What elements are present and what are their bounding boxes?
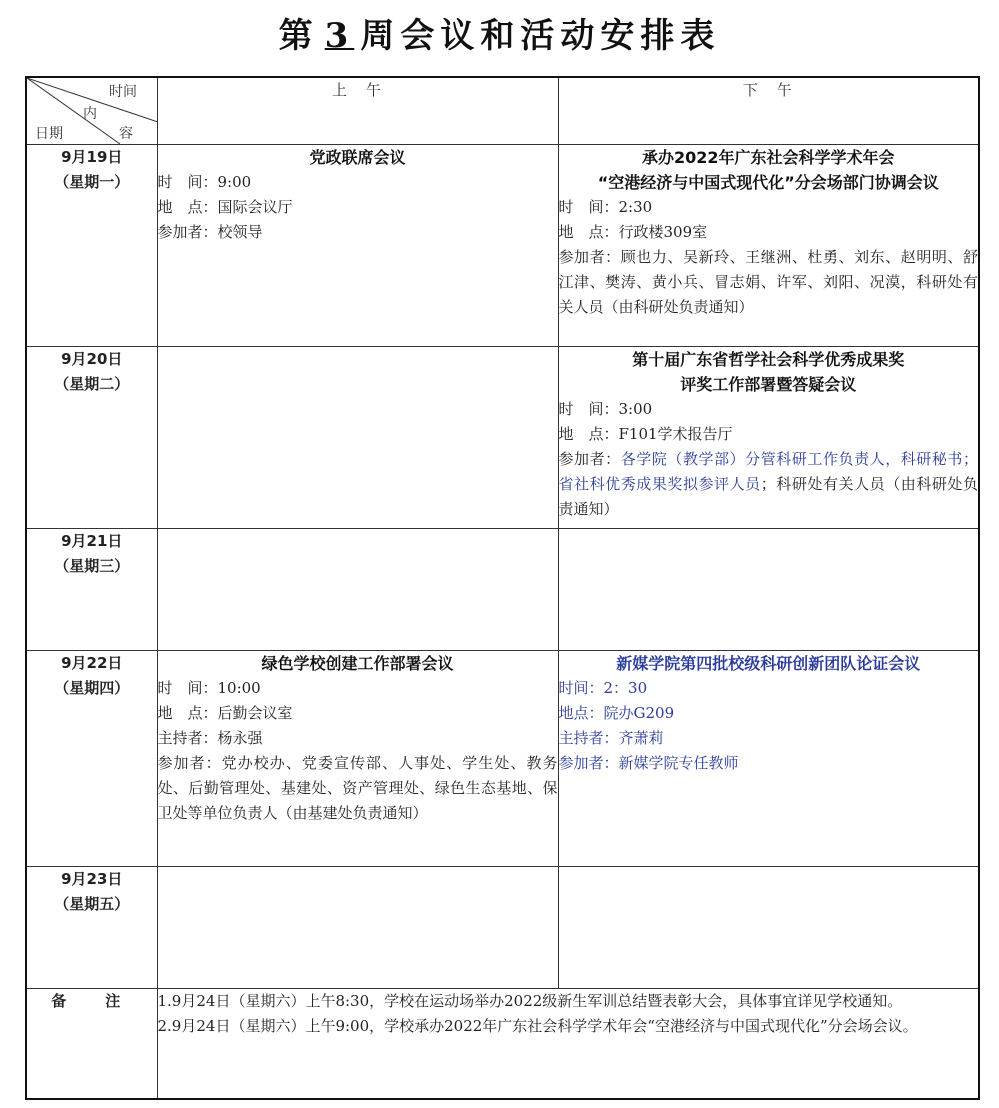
event-title: 党政联席会议 (309, 148, 406, 167)
event-participants: 参加者：顾也力、吴新玲、王继洲、杜勇、刘东、赵明明、舒江津、樊涛、黄小兵、冒志娟、许军、刘阳、况漠，科研处有关人员（由科研处负责通知） (558, 248, 978, 316)
afternoon-header: 下 午 (558, 77, 979, 145)
weekday-label: （星期一） (54, 173, 130, 191)
morning-cell (157, 145, 558, 347)
week-number: 3 (324, 16, 355, 56)
event-title: 新媒学院第四批校级科研创新团队论证会议 (616, 654, 921, 673)
weekday-label: （星期五） (54, 895, 130, 913)
participants-suffix: ；科研处有关人员（由科研处负责通知） (558, 475, 978, 518)
date-cell (26, 867, 157, 989)
date-label: 9月19日 (61, 148, 123, 166)
day-row-friday (26, 867, 979, 989)
event-time: 时 间：10:00 (157, 679, 261, 697)
day-row-monday (26, 145, 979, 347)
event-location: 地 点：F101学术报告厅 (558, 425, 733, 443)
notes-label: 备 注 (51, 992, 133, 1010)
event-host: 主持者：齐萧莉 (558, 729, 664, 747)
date-cell (26, 529, 157, 651)
date-label: 9月21日 (61, 532, 123, 550)
event-location: 地 点：国际会议厅 (157, 198, 293, 216)
event-location: 地 点：行政楼309室 (558, 223, 708, 241)
event-participants: 参加者：新媒学院专任教师 (558, 754, 739, 772)
note-item: 2.9月24日（星期六）上午9:00，学校承办2022年广东社会科学学术年会“空港经济与中国式现代化”分会场会议。 (157, 1017, 918, 1035)
event-location: 地点：院办G209 (558, 704, 675, 722)
event-time: 时 间：9:00 (157, 173, 252, 191)
day-row-thursday (26, 651, 979, 867)
weekday-label: （星期三） (54, 557, 130, 575)
date-cell (26, 347, 157, 529)
event-participants: 参加者：党办校办、党委宣传部、人事处、学生处、教务处、后勤管理处、基建处、资产管理处、绿色生态基地、保卫处等单位负责人（由基建处负责通知） (157, 754, 558, 822)
date-cell (26, 651, 157, 867)
afternoon-cell (558, 651, 979, 867)
schedule-table (25, 76, 980, 1100)
event-title: 第十届广东省哲学社会科学优秀成果奖 (632, 350, 905, 369)
date-cell (26, 145, 157, 347)
corner-content-label-b: 容 (119, 126, 133, 142)
corner-time-label: 时间 (109, 84, 137, 100)
day-row-tuesday (26, 347, 979, 529)
morning-header: 上 午 (157, 77, 558, 145)
afternoon-cell (558, 145, 979, 347)
header-row (26, 77, 979, 145)
event-time: 时 间：2:30 (558, 198, 653, 216)
afternoon-cell (558, 867, 979, 989)
notes-label-cell (26, 989, 157, 1099)
notes-cell (157, 989, 979, 1099)
date-label: 9月20日 (61, 350, 123, 368)
event-host: 主持者：杨永强 (157, 729, 263, 747)
notes-row (26, 989, 979, 1099)
weekday-label: （星期二） (54, 375, 130, 393)
note-item: 1.9月24日（星期六）上午8:30，学校在运动场举办2022级新生军训总结暨表彰大会，具体事宜详见学校通知。 (157, 992, 903, 1010)
event-participants (559, 447, 979, 522)
participants-highlight: 各学院（教学部）分管科研工作负责人，科研秘书；省社科优秀成果奖拟参评人员 (558, 450, 978, 493)
participants-prefix: 参加者： (558, 450, 621, 468)
event-subtitle: 评奖工作部署暨答疑会议 (680, 375, 857, 394)
afternoon-cell (558, 347, 979, 529)
morning-cell (157, 867, 558, 989)
afternoon-cell (558, 529, 979, 651)
event-time: 时间：2：30 (558, 679, 648, 697)
event-time: 时 间：3:00 (558, 400, 653, 418)
event-location: 地 点：后勤会议室 (157, 704, 293, 722)
corner-content-label-a: 内 (83, 106, 97, 122)
page-title (0, 8, 999, 60)
corner-date-label: 日期 (35, 126, 63, 142)
event-subtitle: “空港经济与中国式现代化”分会场部门协调会议 (597, 173, 939, 192)
title-suffix: 周会议和活动安排表 (360, 16, 721, 56)
date-label: 9月22日 (61, 654, 123, 672)
weekday-label: （星期四） (54, 679, 130, 697)
corner-header (26, 77, 157, 145)
date-label: 9月23日 (61, 870, 123, 888)
morning-cell (157, 651, 558, 867)
morning-cell (157, 529, 558, 651)
event-participants: 参加者：校领导 (157, 223, 263, 241)
morning-cell (157, 347, 558, 529)
event-title: 绿色学校创建工作部署会议 (261, 654, 454, 673)
day-row-wednesday (26, 529, 979, 651)
event-title: 承办2022年广东社会科学学术年会 (641, 148, 895, 167)
title-prefix: 第 (278, 16, 319, 56)
